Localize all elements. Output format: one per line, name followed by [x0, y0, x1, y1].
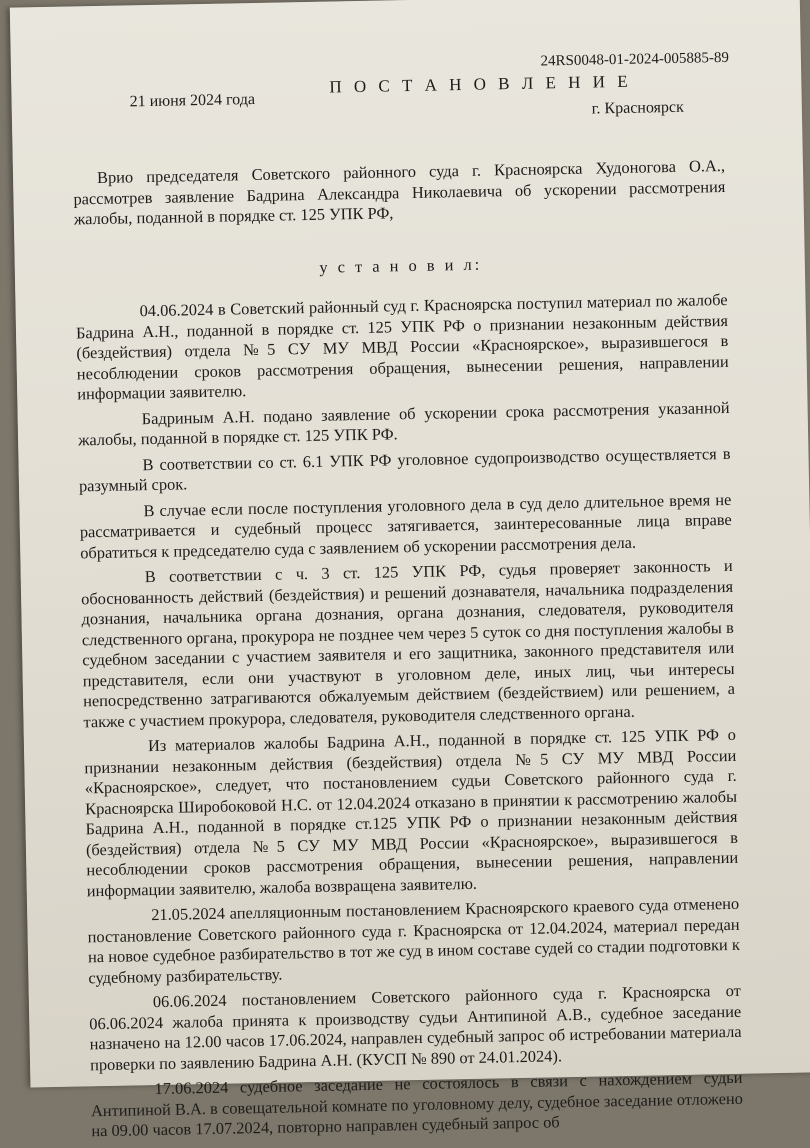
- paragraph: Из материалов жалобы Бадрина А.Н., поданной в порядке ст. 125 УПК РФ о признании незаконным действия (бездействия) отдела №5 СУ МУ МВД России «Красноярское», следует, что постановлением судьи Советского районного суда г. Красноярска Широбоковой Н.С. от 12.04.2024 отказано в принятии к рассмотрению жалобы Бадрина А.Н., поданной в порядке ст.125 УПК РФ о признании незаконным действия (бездействия) отдела №5 СУ МУ МВД России «Красноярское», выразившегося в несоблюдении сроков рассмотрения обращения, вынесении решения, направлении информации заявителю, жалоба возвращена заявителю.: [84, 724, 739, 900]
- document-city: г. Красноярск: [591, 98, 684, 118]
- paragraph: 06.06.2024 постановлением Советского районного суда г. Красноярска от 06.06.2024 жалоба принята к производству судьи Антипиной А.В., судебное заседание назначено на 12.00 часов 17.06.2024, направлен судебный запрос об истребовании материала проверки по заявлению Бадрина А.Н. (КУСП № 890 от 24.01.2024).: [89, 980, 742, 1074]
- paragraph: В соответствии с ч. 3 ст. 125 УПК РФ, судья проверяет законность и обоснованность действий (бездействия) и решений дознавателя, начальника подразделения дознания, начальника органа дознания, органа дознания, следователя, руководителя следственного органа, прокурора не позднее чем через 5 суток со дня поступления жалобы в судебном заседании с участием заявителя и его защитника, законного представителя или представителя, если они участвуют в уголовном деле, иных лиц, чьи интересы непосредственно затрагиваются обжалуемым действием (бездействием) или решением, а также с участием прокурора, следователя, руководителя следственного органа.: [80, 555, 736, 731]
- section-heading: у с т а н о в и л:: [319, 254, 483, 277]
- paragraph: 17.06.2024 судебное заседание не состоялось в связи с нахождением судьи Антипиной В.А. в совещательной комнате по уголовному делу, судебное заседание отложено на 09.00 часов 17.07.2024, повторно направлен судебный запрос об: [90, 1067, 744, 1141]
- paragraph: 21.05.2024 апелляционным постановлением Красноярского краевого суда отменено постановление Советского районного суда г. Красноярска от 12.04.2024, материал передан на новое судебное разбирательство в тот же суд в ином составе судей со стадии подготовки к судебному разбирательству.: [87, 893, 741, 987]
- document-title: П О С Т А Н О В Л Е Н И Е: [329, 71, 632, 97]
- document-page: [10, 0, 810, 1141]
- document-body: [73, 156, 744, 1147]
- paragraph: В случае если после поступления уголовного дела в суд дело длительное время не рассматривается и судебный процесс затягивается, заинтересованные лица вправе обратиться к председателю суда с заявлением об ускорении рассмотрения дела.: [79, 489, 732, 562]
- document-date: 21 июня 2024 года: [129, 90, 256, 111]
- intro-paragraph: Врио председателя Советского районного суда г. Красноярска Худоногова О.А., рассмотрев заявление Бадрина Александра Николаевича об ускорении рассмотрения жалобы, поданной в порядке ст. 125 УПК РФ,: [73, 155, 726, 229]
- case-number: 24RS0048-01-2024-005885-89: [540, 49, 730, 70]
- paragraph: В соответствии со ст. 6.1 УПК РФ уголовное судопроизводство осуществляется в разумный срок.: [78, 443, 731, 496]
- paragraph: 04.06.2024 в Советский районный суд г. Красноярска поступил материал по жалобе Бадрина А.Н., поданной в порядке ст. 125 УПК РФ о признании незаконным действия (бездействия) отдела №5 СУ МУ МВД России «Красноярское», выразившегося в несоблюдении сроков рассмотрения обращения, вынесении решения, направлении информации заявителю.: [75, 289, 729, 404]
- paragraph: Бадриным А.Н. подано заявление об ускорении срока рассмотрения указанной жалобы, поданной в порядке ст. 125 УПК РФ.: [77, 397, 730, 450]
